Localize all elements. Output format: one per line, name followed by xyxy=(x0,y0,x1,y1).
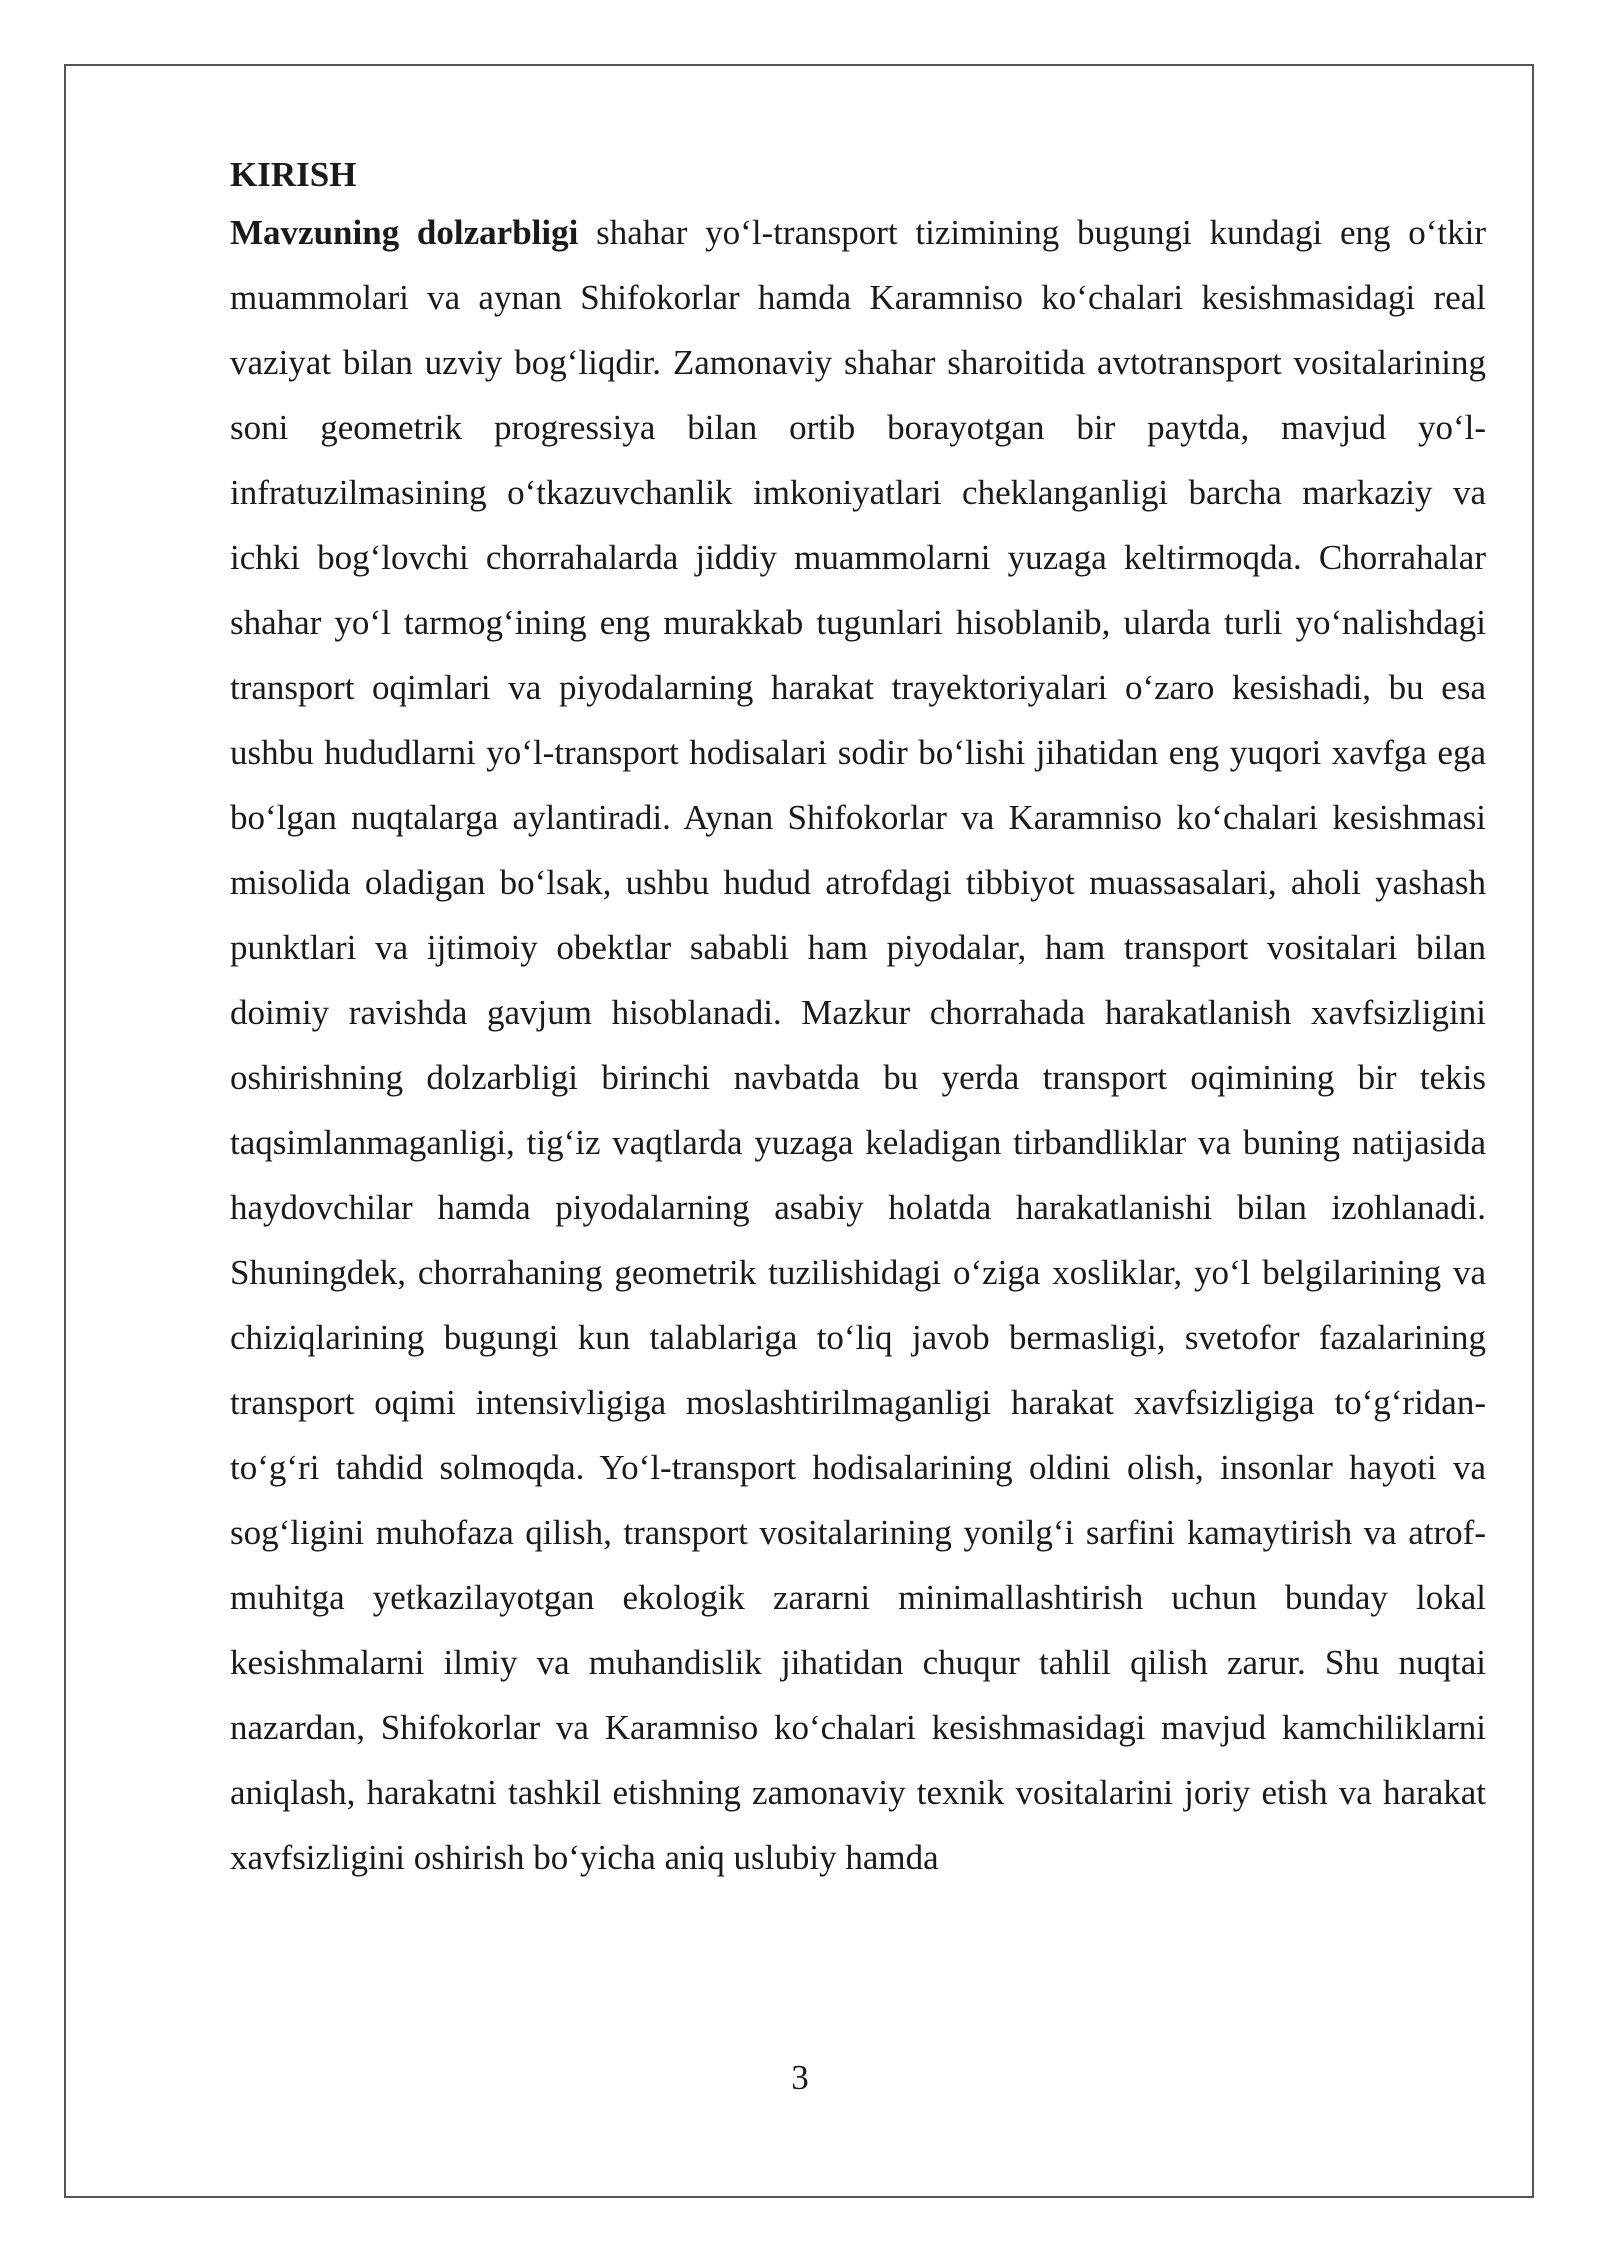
page-number: 3 xyxy=(791,2058,809,2097)
paragraph-text: shahar yo‘l-transport tizimining bugungi kundagi eng o‘tkir muammolari va aynan Shifokorlar hamda Karamniso ko‘chalari kesishmasidagi real vaziyat bilan uzviy bog‘liqdir. Zamonaviy shahar sharoitida avtotransport vositalarining soni geometrik progressiya bilan ortib borayotgan bir paytda, mavjud yo‘l-infratuzilmasining o‘tkazuvchanlik imkoniyatlari cheklanganligi barcha markaziy va ichki bog‘lovchi chorrahalarda jiddiy muammolarni yuzaga keltirmoqda. Chorrahalar shahar yo‘l tarmog‘ining eng murakkab tugunlari hisoblanib, ularda turli yo‘nalishdagi transport oqimlari va piyodalarning harakat trayektoriyalari o‘zaro kesishadi, bu esa ushbu hududlarni yo‘l-transport hodisalari sodir bo‘lishi jihatidan eng yuqori xavfga ega bo‘lgan nuqtalarga aylantiradi. Aynan Shifokorlar va Karamniso ko‘chalari kesishmasi misolida oladigan bo‘lsak, ushbu hudud atrofdagi tibbiyot muassasalari, aholi yashash punktlari va ijtimoiy obektlar sababli ham piyodalar, ham transport vositalari bilan doimiy ravishda gavjum hisoblanadi. Mazkur chorrahada harakatlanish xavfsizligini oshirishning dolzarbligi birinchi navbatda bu yerda transport oqimining bir tekis taqsimlanmaganligi, tig‘iz vaqtlarda yuzaga keladigan tirbandliklar va buning natijasida haydovchilar hamda piyodalarning asabiy holatda harakatlanishi bilan izohlanadi. Shuningdek, chorrahaning geometrik tuzilishidagi o‘ziga xosliklar, yo‘l belgilarining va chiziqlarining bugungi kun talablariga to‘liq javob bermasligi, svetofor fazalarining transport oqimi intensivligiga moslashtirilmaganligi harakat xavfsizligiga to‘g‘ridan-to‘g‘ri tahdid solmoqda. Yo‘l-transport hodisalarining oldini olish, insonlar hayoti va sog‘ligini muhofaza qilish, transport vositalarining yonilg‘i sarfini kamaytirish va atrof-muhitga yetkazilayotgan ekologik zararni minimallashtirish uchun bunday lokal kesishmalarni ilmiy va muhandislik jihatidan chuqur tahlil qilish zarur. Shu nuqtai nazardan, Shifokorlar va Karamniso ko‘chalari kesishmasidagi mavjud kamchiliklarni aniqlash, harakatni tashkil etishning zamonaviy texnik vositalarini joriy etish va harakat xavfsizligini oshirish bo‘yicha aniq uslubiy hamda xyxy=(230,213,1487,1877)
page-content xyxy=(230,150,1486,1890)
section-heading: KIRISH xyxy=(230,155,357,194)
body-paragraph xyxy=(230,200,1486,1890)
paragraph-lead: Mavzuning dolzarbligi xyxy=(230,213,579,252)
